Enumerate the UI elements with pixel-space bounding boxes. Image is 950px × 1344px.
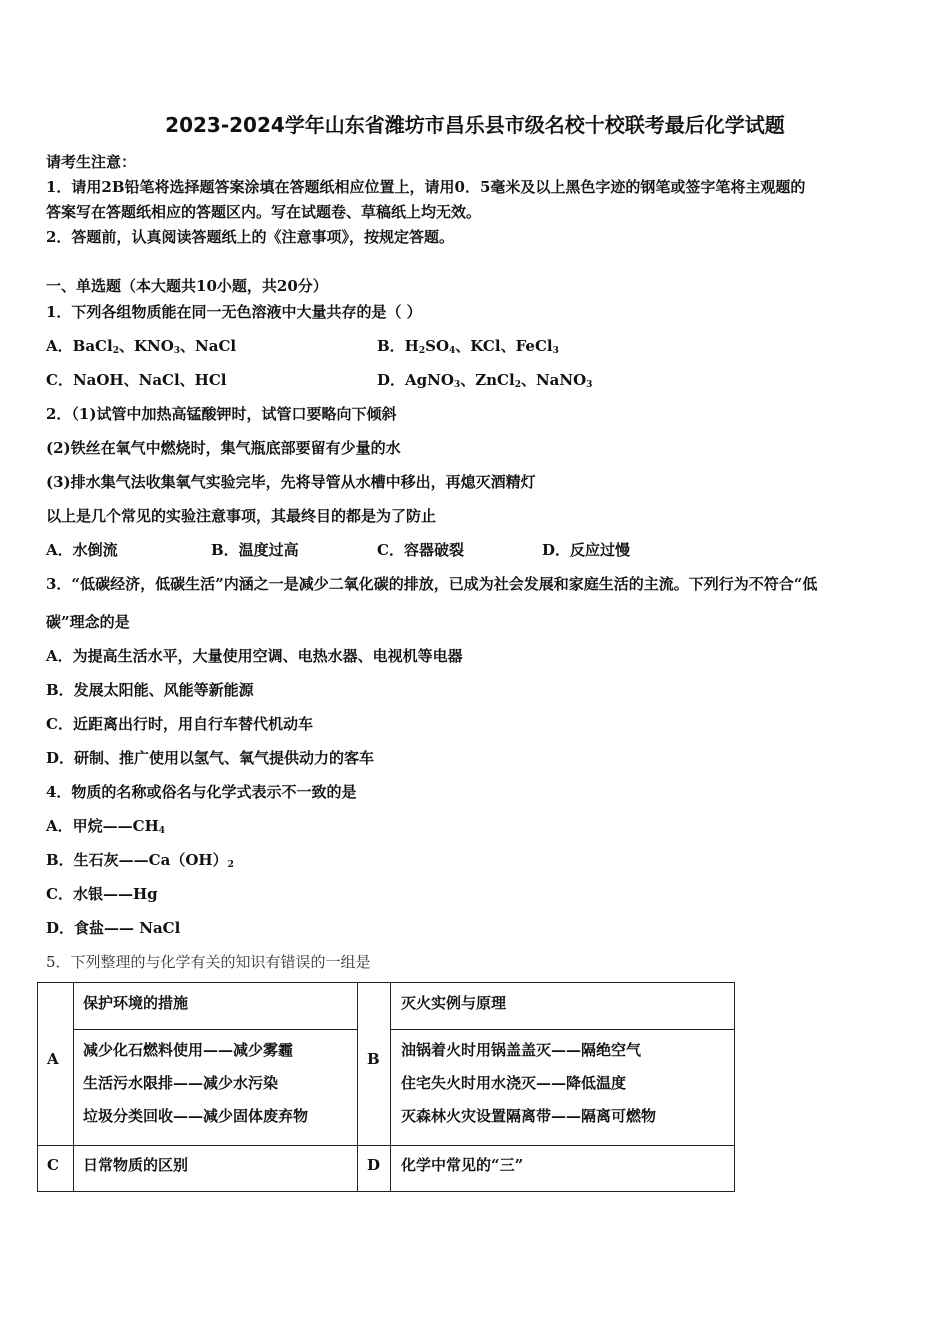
q5-table [37,982,735,1192]
q4-option-c: C．水银——Hg [46,885,158,903]
q3-option-c: C．近距离出行时，用自行车替代机动车 [46,715,313,733]
table-item-a-1: 减少化石燃料使用——减少雾霾 [83,1041,294,1059]
q4-option-b: B．生石灰$——Ca(OH)_2$ [46,851,234,870]
q5-stem: 5．下列整理的与化学有关的知识有错误的一组是 [46,953,371,971]
q2-line-4: 以上是几个常见的实验注意事项，其最终目的都是为了防止 [46,507,437,525]
q1-option-c: C．NaOH、NaCl、HCl [46,371,227,389]
q4-option-d: D．食盐—— NaCl [46,919,181,937]
q2-line-1: 2．（1)试管中加热高锰酸钾时，试管口要略向下倾斜 [46,405,397,423]
table-divider [390,1029,735,1030]
section-heading: 一、单选题（本大题共10小题，共20分） [46,277,328,295]
q1-option-b: B．$H_2SO_4$、KCl、FeCl$_3$ [377,337,559,356]
table-item-b-2: 住宅失火时用水浇灭——降低温度 [401,1074,627,1092]
q3-option-b: B．发展太阳能、风能等新能源 [46,681,254,699]
notice-heading: 请考生注意： [46,153,137,171]
q4-option-a: A．甲烷$——CH_4$ [46,817,166,836]
q1-option-a: A．BaCl$_2$、$KNO_3$、NaCl [46,337,237,356]
q2-option-d: D．反应过慢 [542,541,631,559]
q3-line-2: 碳”理念的是 [46,613,130,631]
q1-stem: 1．下列各组物质能在同一无色溶液中大量共存的是（ ） [46,303,422,321]
page-title: 2023-2024学年山东省潍坊市昌乐县市级名校十校联考最后化学试题 [165,113,785,137]
q3-option-d: D．研制、推广使用以氢气、氧气提供动力的客车 [46,749,375,767]
q3-line-1: 3．“低碳经济，低碳生活”内涵之一是减少二氧化碳的排放，已成为社会发展和家庭生活的主流。下列行为不符合“低 [46,575,818,593]
q1-option-d: D．AgNO$_3$、ZnCl$_2$、NaNO$_3$ [377,371,593,390]
q2-option-c: C．容器破裂 [377,541,464,559]
table-label-d: D [367,1156,381,1174]
table-divider [38,1145,735,1146]
table-divider [73,1029,357,1030]
table-header-a: 保护环境的措施 [83,994,189,1012]
table-divider [357,983,358,1191]
table-divider [73,983,74,1191]
table-item-a-3: 垃圾分类回收——减少固体废弃物 [83,1107,309,1125]
q3-option-a: A．为提高生活水平，大量使用空调、电热水器、电视机等电器 [46,647,463,665]
table-header-d: 化学中常见的“三” [401,1156,524,1174]
table-divider [390,983,391,1191]
table-item-a-2: 生活污水限排——减少水污染 [83,1074,279,1092]
table-label-a: A [47,1050,59,1068]
table-header-b: 灭火实例与原理 [401,994,507,1012]
notice-line-1: 1．请用2B铅笔将选择题答案涂填在答题纸相应位置上，请用0．5毫米及以上黑色字迹的钢笔或签字笔将主观题的 [46,178,806,196]
q2-option-a: A．水倒流 [46,541,118,559]
q2-line-2: (2)铁丝在氧气中燃烧时，集气瓶底部要留有少量的水 [46,439,401,457]
q4-stem: 4．物质的名称或俗名与化学式表示不一致的是 [46,783,357,801]
table-item-b-1: 油锅着火时用锅盖盖灭——隔绝空气 [401,1041,642,1059]
notice-line-2: 答案写在答题纸相应的答题区内。写在试题卷、草稿纸上均无效。 [46,203,482,221]
table-label-b: B [367,1050,380,1068]
notice-line-3: 2．答题前，认真阅读答题纸上的《注意事项》，按规定答题。 [46,228,454,246]
table-item-b-3: 灭森林火灾设置隔离带——隔离可燃物 [401,1107,657,1125]
q2-line-3: (3)排水集气法收集氧气实验完毕，先将导管从水槽中移出，再熄灭酒精灯 [46,473,536,491]
table-label-c: C [47,1156,59,1174]
table-header-c: 日常物质的区别 [83,1156,189,1174]
q2-option-b: B．温度过高 [211,541,299,559]
